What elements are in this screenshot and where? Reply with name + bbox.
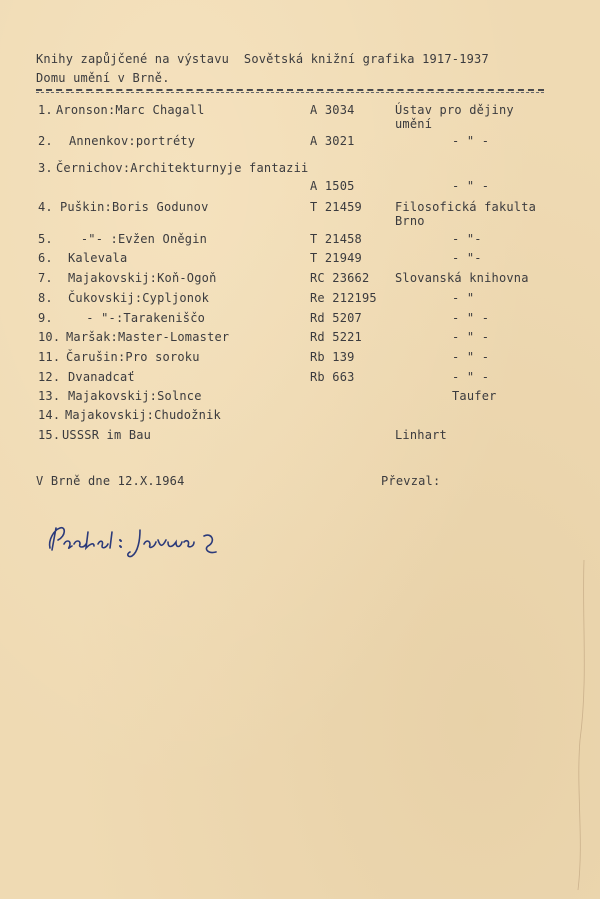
- item-lender: Slovanská knihovna: [395, 271, 529, 285]
- item-number: 9.: [38, 311, 53, 325]
- item-number: 12.: [38, 370, 61, 384]
- item-title: - "-:Tarakeniščo: [64, 311, 206, 325]
- header-line-2: Domu umění v Brně.: [36, 71, 170, 85]
- list-item: [0, 291, 600, 307]
- header-divider: [36, 89, 544, 91]
- list-item: [0, 271, 600, 287]
- list-item: [0, 370, 600, 386]
- item-signature: T 21949: [310, 251, 362, 265]
- item-title: Majakovskij:Solnce: [68, 389, 202, 403]
- item-signature: Rb 663: [310, 370, 355, 384]
- list-item: [0, 350, 600, 366]
- received-label: Převzal:: [381, 474, 441, 488]
- item-number: 4.: [38, 200, 53, 214]
- item-number: 11.: [38, 350, 61, 364]
- item-signature: Rd 5221: [310, 330, 362, 344]
- item-lender: - " -: [452, 134, 490, 148]
- item-title: -"- :Evžen Oněgin: [66, 232, 208, 246]
- item-number: 15.: [38, 428, 61, 442]
- item-lender: Filosofická fakulta: [395, 200, 537, 214]
- list-item: [0, 232, 600, 248]
- item-title: USSSR im Bau: [62, 428, 152, 442]
- item-title: Kalevala: [68, 251, 128, 265]
- item-title: Dvanadcať: [68, 370, 135, 384]
- item-number: 14.: [38, 408, 61, 422]
- item-lender: Taufer: [452, 389, 497, 403]
- list-item: [0, 251, 600, 267]
- item-number: 8.: [38, 291, 53, 305]
- list-item: [0, 389, 600, 405]
- list-item: [0, 408, 600, 424]
- item-signature: RC 23662: [310, 271, 370, 285]
- item-lender: - " -: [452, 179, 490, 193]
- list-item: [0, 179, 600, 195]
- list-item: [0, 200, 600, 228]
- paper-crease: [562, 560, 592, 890]
- list-item: [0, 428, 600, 444]
- item-lender: - "-: [452, 251, 482, 265]
- item-number: 5.: [38, 232, 53, 246]
- list-item: [0, 134, 600, 150]
- item-title: Maršak:Master-Lomaster: [66, 330, 230, 344]
- item-signature: A 3034: [310, 103, 355, 117]
- item-lender: Ústav pro dějiny: [395, 103, 514, 117]
- item-number: 3.: [38, 161, 53, 175]
- item-title: Čarušin:Pro soroku: [66, 350, 200, 364]
- item-title: Annenkov:portréty: [69, 134, 196, 148]
- item-title: Černichov:Architekturnyje fantazii: [56, 161, 309, 175]
- item-signature: Rb 139: [310, 350, 355, 364]
- item-title: Čukovskij:Cypljonok: [68, 291, 210, 305]
- item-lender-line2: umění: [395, 117, 433, 131]
- item-lender: - " -: [452, 311, 490, 325]
- item-number: 13.: [38, 389, 61, 403]
- item-signature: A 3021: [310, 134, 355, 148]
- item-number: 6.: [38, 251, 53, 265]
- item-lender-line2: Brno: [395, 214, 425, 228]
- item-signature: A 1505: [310, 179, 355, 193]
- list-item: [0, 103, 600, 131]
- item-signature: T 21459: [310, 200, 362, 214]
- item-lender: - " -: [452, 330, 490, 344]
- item-lender: - " -: [452, 370, 490, 384]
- item-title: Aronson:Marc Chagall: [56, 103, 205, 117]
- item-title: Majakovskij:Chudožnik: [65, 408, 221, 422]
- item-signature: T 21458: [310, 232, 362, 246]
- item-title: Majakovskij:Koň-Ogoň: [68, 271, 217, 285]
- list-item: [0, 161, 600, 177]
- item-number: 1.: [38, 103, 53, 117]
- item-signature: Re 212195: [310, 291, 377, 305]
- item-lender: - ": [452, 291, 475, 305]
- item-number: 2.: [38, 134, 53, 148]
- item-number: 7.: [38, 271, 53, 285]
- item-title: Puškin:Boris Godunov: [60, 200, 209, 214]
- item-lender: - " -: [452, 350, 490, 364]
- item-lender: Linhart: [395, 428, 447, 442]
- item-lender: - "-: [452, 232, 482, 246]
- item-signature: Rd 5207: [310, 311, 362, 325]
- list-item: [0, 311, 600, 327]
- handwritten-signature: [44, 518, 234, 562]
- header-divider-2: [36, 92, 544, 93]
- item-number: 10.: [38, 330, 61, 344]
- place-date: V Brně dne 12.X.1964: [36, 474, 185, 488]
- list-item: [0, 330, 600, 346]
- header-line-1: Knihy zapůjčené na výstavu Sovětská knižní grafika 1917-1937: [36, 52, 489, 66]
